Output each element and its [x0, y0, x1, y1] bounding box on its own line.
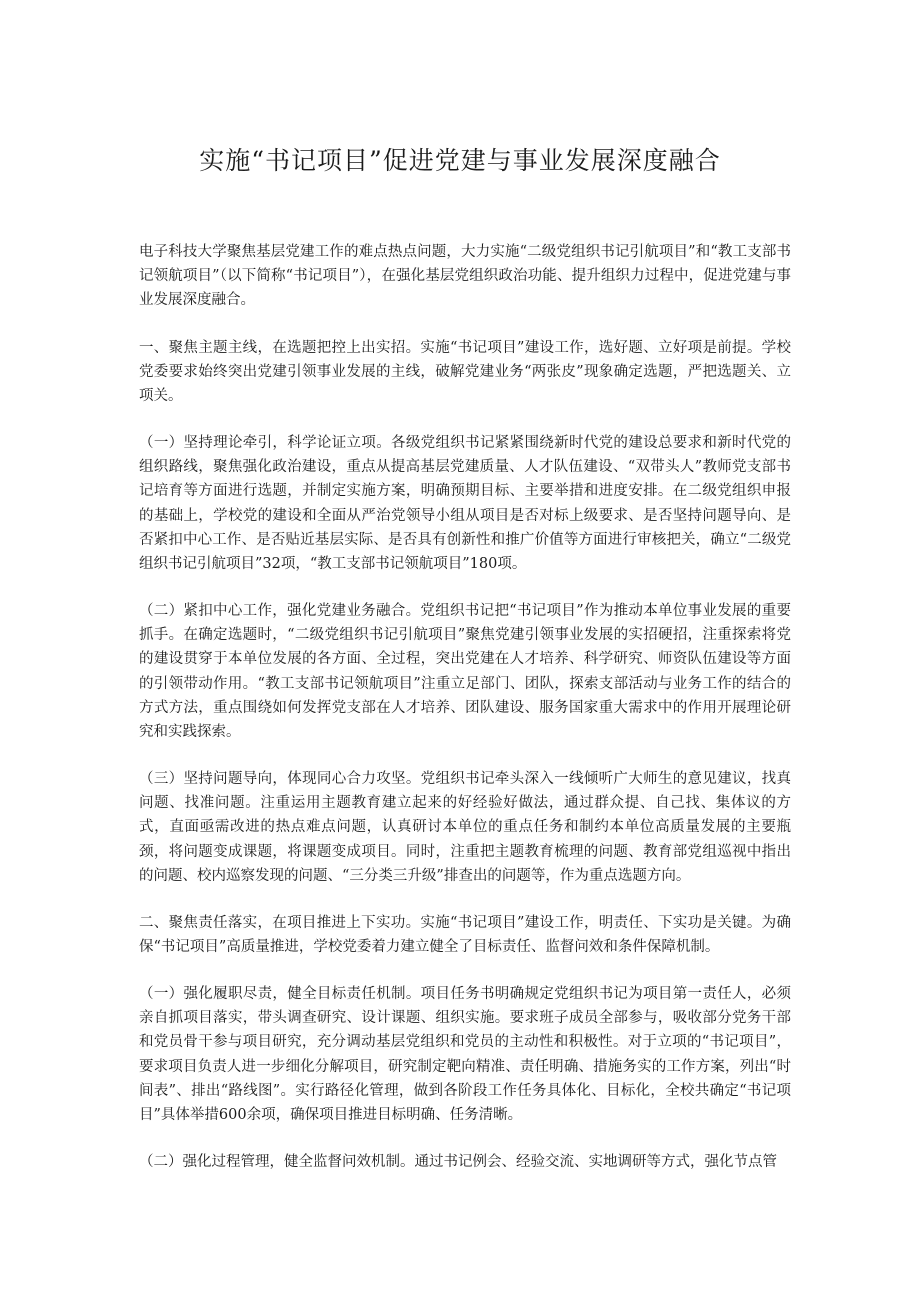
- paragraph-section-2-2: （二）强化过程管理，健全监督问效机制。通过书记例会、经验交流、实地调研等方式，强化节点管: [139, 1154, 777, 1170]
- paragraph-section-2: 二、聚焦责任落实，在项目推进上下实功。实施“书记项目”建设工作，明责任、下实功是关键。为确保“书记项目”高质量推进，学校党委着力建立健全了目标责任、监督问效和条件保障机制。: [139, 915, 791, 956]
- paragraph-section-1: 一、聚焦主题主线，在选题把控上出实招。实施“书记项目”建设工作，选好题、立好项是前提。学校党委要求始终突出党建引领事业发展的主线，破解党建业务“两张皮”现象确定选题，严把选题关、立项关。: [139, 340, 791, 405]
- paragraph-section-2-1: （一）强化履职尽责，健全目标责任机制。项目任务书明确规定党组织书记为项目第一责任人，必须亲自抓项目落实，带头调查研究、设计课题、组织实施。要求班子成员全部参与，吸收部分党务干部和党员骨干参与项目研究，充分调动基层党组织和党员的主动性和积极性。对于立项的“书记项目”，要求项目负责人进一步细化分解项目，研究制定靶向精准、责任明确、措施务实的工作方案，列出“时间表”、排出“路线图”。实行路径化管理，做到各阶段工作任务具体化、目标化，全校共确定“书记项目”具体举措600余项，确保项目推进目标明确、任务清晰。: [139, 986, 791, 1124]
- paragraph-section-1-1: （一）坚持理论牵引，科学论证立项。各级党组织书记紧紧围绕新时代党的建设总要求和新时代党的组织路线，聚焦强化政治建设，重点从提高基层党建质量、人才队伍建设、“双带头人”教师党支部书记培育等方面进行选题，并制定实施方案，明确预期目标、主要举措和进度安排。在二级党组织申报的基础上，学校党的建设和全面从严治党领导小组从项目是否对标上级要求、是否坚持问题导向、是否紧扣中心工作、是否贴近基层实际、是否具有创新性和推广价值等方面进行审核把关，确立“二级党组织书记引航项目”32项，“教工支部书记领航项目”180项。: [139, 435, 791, 573]
- paragraph-section-1-2: （二）紧扣中心工作，强化党建业务融合。党组织书记把“书记项目”作为推动本单位事业发展的重要抓手。在确定选题时，“二级党组织书记引航项目”聚焦党建引领事业发展的实招硬招，注重探索将党的建设贯穿于本单位发展的各方面、全过程，突出党建在人才培养、科学研究、师资队伍建设等方面的引领带动作用。“教工支部书记领航项目”注重立足部门、团队，探索支部活动与业务工作的结合的方式方法，重点围绕如何发挥党支部在人才培养、团队建设、服务国家重大需求中的作用开展理论研究和实践探索。: [139, 603, 791, 741]
- paragraph-section-1-3: （三）坚持问题导向，体现同心合力攻坚。党组织书记牵头深入一线倾听广大师生的意见建议，找真问题、找准问题。注重运用主题教育建立起来的好经验好做法，通过群众提、自己找、集体议的方式，直面亟需改进的热点难点问题，认真研讨本单位的重点任务和制约本单位高质量发展的主要瓶颈，将问题变成课题，将课题变成项目。同时，注重把主题教育梳理的问题、教育部党组巡视中指出的问题、校内巡察发现的问题、“三分类三升级”排查出的问题等，作为重点选题方向。: [139, 771, 791, 884]
- document-title: 实施“书记项目”促进党建与事业发展深度融合: [199, 146, 721, 175]
- paragraph-intro: 电子科技大学聚焦基层党建工作的难点热点问题，大力实施“二级党组织书记引航项目”和“教工支部书记领航项目”（以下简称“书记项目”），在强化基层党组织政治功能、提升组织力过程中，促进党建与事业发展深度融合。: [139, 244, 791, 309]
